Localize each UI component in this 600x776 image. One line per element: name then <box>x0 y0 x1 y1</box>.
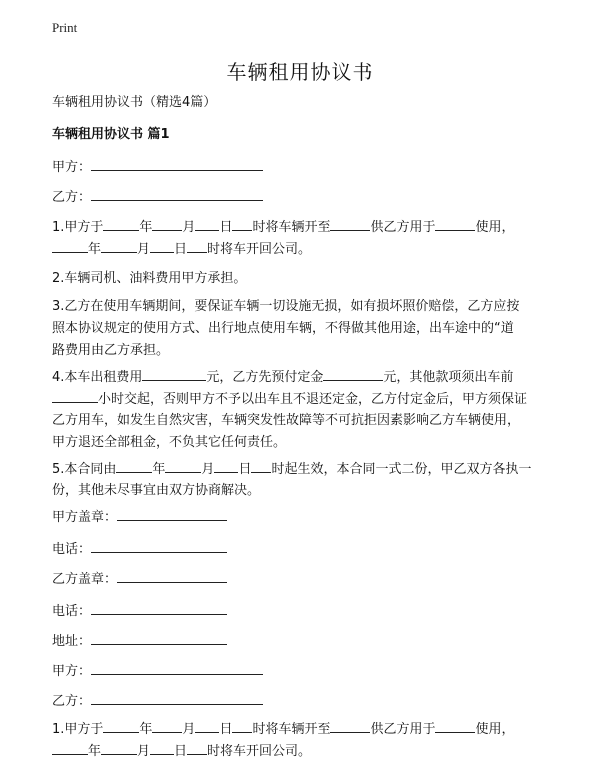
clause-text: 日 <box>238 462 252 477</box>
blank[interactable] <box>330 216 370 231</box>
clause-5-line-1 <box>52 458 552 481</box>
blank[interactable] <box>214 458 238 473</box>
blank[interactable] <box>101 238 137 253</box>
clause-text: 年 <box>139 722 153 737</box>
blank[interactable] <box>152 216 182 231</box>
party-a-blank-2[interactable] <box>91 660 263 675</box>
party-a-label: 甲方： <box>52 160 92 175</box>
party-b-seal-blank[interactable] <box>117 568 227 583</box>
clause-3-line-1: 3.乙方在使用车辆期间，要保证车辆一切设施无损，如有损坏照价赔偿，乙方应按 <box>52 299 520 314</box>
blank[interactable] <box>142 366 206 381</box>
clause-text: 使用， <box>475 220 515 235</box>
clause-text: 日 <box>219 220 233 235</box>
clause-text: 时起生效，本合同一式二份，甲乙双方各执一 <box>271 462 532 477</box>
clause-text: 供乙方用于 <box>370 722 436 737</box>
clause-4-line-1 <box>52 366 552 389</box>
blank[interactable] <box>52 740 88 755</box>
clause-4-line-3: 乙方用车，如发生自然灾害，车辆突发性故障等不可抗拒因素影响乙方车辆使用， <box>52 413 521 428</box>
blank[interactable] <box>330 718 370 733</box>
blank[interactable] <box>150 238 174 253</box>
clause-text: 月 <box>137 242 151 257</box>
blank[interactable] <box>101 740 137 755</box>
clause-1-line-1 <box>52 216 552 239</box>
party-a-phone-line <box>52 538 552 561</box>
clause-text: 日 <box>174 744 188 759</box>
clause-4-line-4: 甲方退还全部租金，不负其它任何责任。 <box>52 435 287 450</box>
clause-1-line-2 <box>52 238 552 261</box>
blank[interactable] <box>52 238 88 253</box>
clause-text: 月 <box>201 462 215 477</box>
clause-text: 年 <box>88 242 102 257</box>
address-line <box>52 630 552 653</box>
party-a-blank[interactable] <box>91 156 263 171</box>
blank[interactable] <box>323 366 383 381</box>
party-a-seal-blank[interactable] <box>117 506 227 521</box>
clause-text: 使用， <box>475 722 515 737</box>
clause-4-line-2 <box>52 388 552 411</box>
blank[interactable] <box>165 458 201 473</box>
clause-text: 时将车开回公司。 <box>207 744 312 759</box>
clause-text: 1.甲方于 <box>52 220 104 235</box>
party-b-seal-line <box>52 568 552 591</box>
party-a-label-2: 甲方： <box>52 664 92 679</box>
clause-text: 小时交起，否则甲方不予以出车且不退还定金，乙方付定金后，甲方须保证 <box>98 392 528 407</box>
party-b-line <box>52 186 552 209</box>
party-a-seal-line <box>52 506 552 529</box>
address-blank[interactable] <box>91 630 227 645</box>
clause-3-line-2: 照本协议规定的使用方式、出行地点使用车辆，不得做其他用途，出车途中的“道 <box>52 321 514 336</box>
party-b-phone-line <box>52 600 552 623</box>
clause-1b-line-1 <box>52 718 552 741</box>
clause-text: 供乙方用于 <box>370 220 436 235</box>
party-b-label-2: 乙方： <box>52 694 92 709</box>
blank[interactable] <box>232 718 252 733</box>
clause-text: 元，其他款项须出车前 <box>383 370 514 385</box>
clause-text: 年 <box>139 220 153 235</box>
party-a-phone-blank[interactable] <box>91 538 227 553</box>
clause-text: 日 <box>174 242 188 257</box>
clause-text: 时将车辆开至 <box>252 220 331 235</box>
document-subtitle: 车辆租用协议书（精选4篇） <box>52 95 217 110</box>
clause-text: 日 <box>219 722 233 737</box>
blank[interactable] <box>435 216 475 231</box>
party-a-line-2 <box>52 660 552 683</box>
clause-text: 月 <box>182 220 196 235</box>
clause-text: 元，乙方先预付定金 <box>206 370 324 385</box>
clause-text: 1.甲方于 <box>52 722 104 737</box>
blank[interactable] <box>150 740 174 755</box>
blank[interactable] <box>52 388 98 403</box>
blank[interactable] <box>435 718 475 733</box>
clause-text: 月 <box>182 722 196 737</box>
page-title: 车辆租用协议书 <box>226 60 374 84</box>
clause-text: 时将车开回公司。 <box>207 242 312 257</box>
blank[interactable] <box>103 216 139 231</box>
blank[interactable] <box>195 718 219 733</box>
blank[interactable] <box>195 216 219 231</box>
clause-text: 年 <box>88 744 102 759</box>
clause-text: 5.本合同由 <box>52 462 117 477</box>
blank[interactable] <box>187 238 207 253</box>
party-b-seal-label: 乙方盖章： <box>52 572 118 587</box>
clause-3-line-3: 路费用由乙方承担。 <box>52 343 170 358</box>
address-label: 地址： <box>52 634 92 649</box>
party-b-phone-blank[interactable] <box>91 600 227 615</box>
party-b-label: 乙方： <box>52 190 92 205</box>
print-link[interactable]: Print <box>52 20 78 35</box>
clause-text: 时将车辆开至 <box>252 722 331 737</box>
clause-1b-line-2 <box>52 740 552 763</box>
blank[interactable] <box>187 740 207 755</box>
party-b-line-2 <box>52 690 552 713</box>
party-b-blank[interactable] <box>91 186 263 201</box>
blank[interactable] <box>103 718 139 733</box>
party-b-blank-2[interactable] <box>91 690 263 705</box>
section-heading: 车辆租用协议书 篇1 <box>52 127 170 142</box>
party-a-line <box>52 156 552 179</box>
blank[interactable] <box>152 718 182 733</box>
clause-2: 2.车辆司机、油料费用甲方承担。 <box>52 271 247 286</box>
blank[interactable] <box>116 458 152 473</box>
clause-text: 4.本车出租费用 <box>52 370 143 385</box>
clause-text: 月 <box>137 744 151 759</box>
blank[interactable] <box>251 458 271 473</box>
party-a-phone-label: 电话： <box>52 542 92 557</box>
clause-5-line-2: 份，其他未尽事宜由双方协商解决。 <box>52 483 261 498</box>
blank[interactable] <box>232 216 252 231</box>
clause-text: 年 <box>152 462 166 477</box>
party-a-seal-label: 甲方盖章： <box>52 510 118 525</box>
party-b-phone-label: 电话： <box>52 604 92 619</box>
